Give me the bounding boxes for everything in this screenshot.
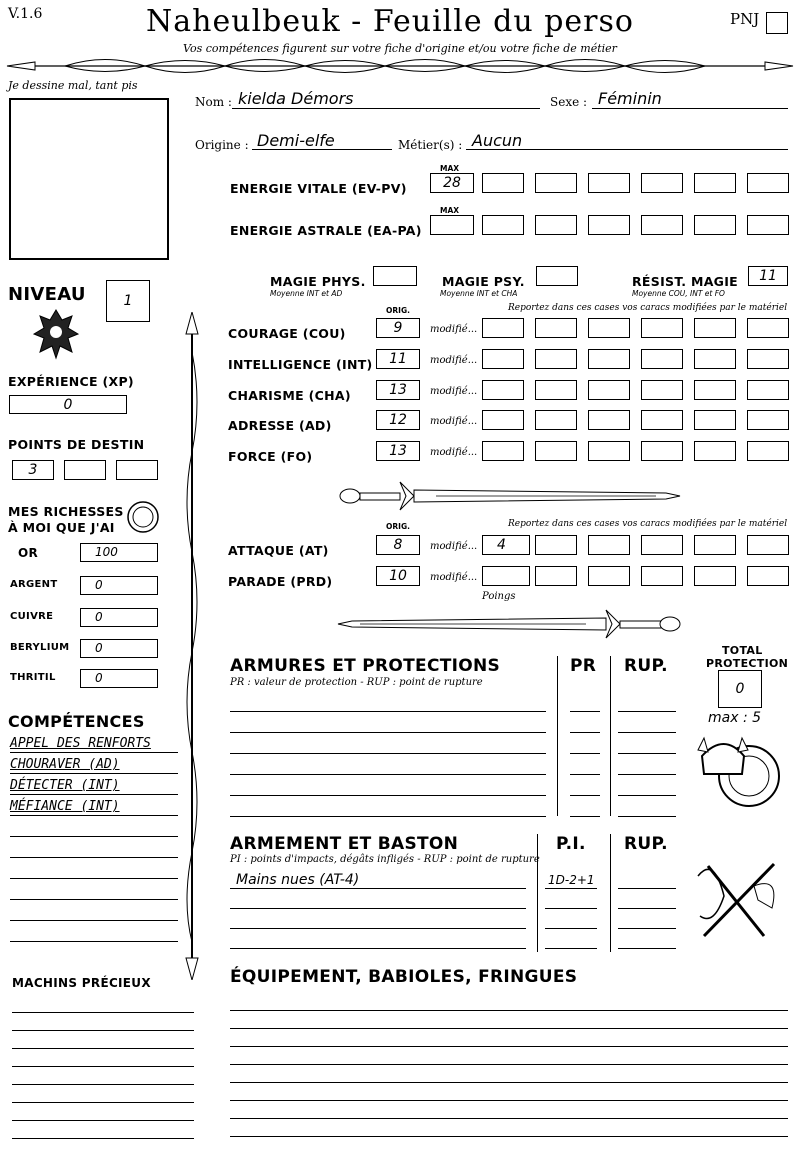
stat-mod-box[interactable] — [482, 380, 524, 400]
skill-item[interactable]: CHOURAVER (AD) — [10, 757, 120, 772]
richesse-label: CUIVRE — [10, 611, 54, 622]
stat-mod-box[interactable] — [588, 410, 630, 430]
stat-label: FORCE (FO) — [228, 449, 313, 464]
magie-psy-box[interactable] — [536, 266, 578, 286]
machin-line — [12, 1102, 194, 1103]
combat-modified-label: modifié... — [430, 541, 478, 552]
skill-line — [10, 752, 178, 753]
skill-line — [10, 878, 178, 879]
armor-rup-line — [618, 732, 676, 733]
armor-rup-line — [618, 795, 676, 796]
ea-box-6[interactable] — [747, 215, 789, 235]
weapon-pi-line — [545, 948, 597, 949]
sword-icon-2 — [336, 608, 682, 640]
stat-mod-box[interactable] — [588, 349, 630, 369]
stat-label: COURAGE (COU) — [228, 326, 346, 341]
sexe-label: Sexe : — [550, 95, 588, 109]
stat-modified-label: modifié... — [430, 324, 478, 335]
stat-mod-box[interactable] — [535, 349, 577, 369]
weapon-pi[interactable]: 1D-2+1 — [548, 873, 595, 887]
equipment-line — [230, 1118, 788, 1119]
coin-icon — [126, 500, 160, 534]
richesse-box[interactable]: 0 — [80, 639, 158, 658]
stat-orig-box[interactable]: 12 — [376, 410, 420, 430]
armor-pr-line — [570, 711, 600, 712]
stat-mod-box[interactable] — [535, 410, 577, 430]
weapon-pi-line — [545, 908, 597, 909]
version-label: V.1.6 — [8, 6, 43, 22]
stat-mod-box[interactable] — [641, 410, 683, 430]
stat-mod-box[interactable] — [482, 349, 524, 369]
richesse-box[interactable]: 100 — [80, 543, 158, 562]
armor-line — [230, 732, 546, 733]
ev-box-4[interactable] — [641, 173, 683, 193]
magie-phys-box[interactable] — [373, 266, 417, 286]
richesses-label-1: MES RICHESSES — [8, 504, 124, 519]
armor-pr-line — [570, 816, 600, 817]
armor-line — [230, 774, 546, 775]
armor-pr-line — [570, 732, 600, 733]
magie-psy-note: Moyenne INT et CHA — [440, 289, 518, 298]
stats-note: Reportez dans ces cases vos caracs modifiées par le matériel — [508, 303, 788, 313]
stat-mod-box[interactable] — [694, 410, 736, 430]
richesse-label: THRITIL — [10, 672, 56, 683]
total-max-label: max : 5 — [708, 710, 762, 726]
nom-underline — [232, 108, 540, 109]
skill-line — [10, 920, 178, 921]
equipment-line — [230, 1028, 788, 1029]
equipment-line — [230, 1064, 788, 1065]
resist-magie-note: Moyenne COU, INT et FO — [632, 289, 725, 298]
stat-mod-box[interactable] — [535, 380, 577, 400]
equipment-line — [230, 1082, 788, 1083]
skill-item[interactable]: MÉFIANCE (INT) — [10, 799, 120, 814]
armures-label: ARMURES ET PROTECTIONS — [230, 656, 501, 676]
armures-pr-header: PR — [570, 656, 597, 676]
skill-line — [10, 773, 178, 774]
stat-mod-box[interactable] — [588, 380, 630, 400]
skill-line — [10, 857, 178, 858]
stat-mod-box[interactable] — [588, 441, 630, 461]
armor-rup-line — [618, 774, 676, 775]
ev-box-3[interactable] — [588, 173, 630, 193]
combat-label: ATTAQUE (AT) — [228, 543, 329, 558]
richesse-box[interactable]: 0 — [80, 608, 158, 627]
equipment-line — [230, 1136, 788, 1137]
richesse-box[interactable]: 0 — [80, 576, 158, 595]
combat-mod-box[interactable] — [641, 535, 683, 555]
stat-mod-box[interactable] — [694, 441, 736, 461]
armor-line — [230, 711, 546, 712]
sexe-underline — [592, 108, 788, 109]
portrait-caption: Je dessine mal, tant pis — [8, 79, 138, 92]
equipment-line — [230, 1100, 788, 1101]
page-title: Naheulbeuk - Feuille du perso — [146, 4, 634, 39]
magie-psy-label: MAGIE PSY. — [442, 274, 525, 289]
weapon-line — [230, 928, 526, 929]
combat-label: PARADE (PRD) — [228, 574, 333, 589]
helmet-shield-icon — [694, 726, 784, 816]
stat-orig-box[interactable]: 9 — [376, 318, 420, 338]
combat-mod-box[interactable] — [641, 566, 683, 586]
nom-label: Nom : — [195, 95, 232, 109]
stat-modified-label: modifié... — [430, 447, 478, 458]
ea-box-2[interactable] — [535, 215, 577, 235]
skill-line — [10, 836, 178, 837]
stat-mod-box[interactable] — [747, 380, 789, 400]
armement-note: PI : points d'impacts, dégâts infligés - RUP : point de rupture — [230, 854, 540, 865]
stat-modified-label: modifié... — [430, 355, 478, 366]
combat-mod-box[interactable] — [588, 566, 630, 586]
machin-line — [12, 1066, 194, 1067]
armement-divider-1 — [537, 834, 538, 952]
stat-mod-box[interactable] — [694, 380, 736, 400]
magie-phys-label: MAGIE PHYS. — [270, 274, 366, 289]
stat-modified-label: modifié... — [430, 386, 478, 397]
weapon-line — [230, 888, 526, 889]
armement-rup-header: RUP. — [624, 834, 668, 854]
stat-mod-box[interactable] — [641, 349, 683, 369]
weapon-name[interactable]: Mains nues (AT-4) — [236, 872, 360, 888]
armor-line — [230, 816, 546, 817]
stat-mod-box[interactable] — [482, 410, 524, 430]
ea-max-label: MAX — [440, 206, 460, 215]
ev-box-6[interactable] — [747, 173, 789, 193]
stat-modified-label: modifié... — [430, 416, 478, 427]
skill-line — [10, 794, 178, 795]
ev-box-2[interactable] — [535, 173, 577, 193]
pnj-label: PNJ — [730, 10, 760, 28]
richesse-label: OR — [18, 546, 39, 560]
machin-line — [12, 1012, 194, 1013]
destin-box-1[interactable]: 3 — [12, 460, 54, 480]
niveau-box[interactable]: 1 — [106, 280, 150, 322]
destin-label: POINTS DE DESTIN — [8, 437, 145, 452]
ev-box-1[interactable] — [482, 173, 524, 193]
armures-rup-header: RUP. — [624, 656, 668, 676]
armement-label: ARMEMENT ET BASTON — [230, 834, 459, 854]
nom-value[interactable]: kielda Démors — [238, 89, 354, 108]
richesses-label-2: À MOI QUE J'AI — [8, 520, 115, 535]
weapon-line — [230, 948, 526, 949]
stat-mod-box[interactable] — [747, 410, 789, 430]
ea-box-1[interactable] — [482, 215, 524, 235]
armor-line — [230, 753, 546, 754]
stat-mod-box[interactable] — [641, 380, 683, 400]
stat-orig-box[interactable]: 13 — [376, 441, 420, 461]
weapon-rup-line — [618, 888, 676, 889]
stat-mod-box[interactable] — [535, 441, 577, 461]
ev-max-label: MAX — [440, 164, 460, 173]
combat-mod-box[interactable] — [482, 566, 530, 586]
combat-mod-box[interactable]: 4 — [482, 535, 530, 555]
combat-mod-box[interactable] — [747, 535, 789, 555]
sword-icon — [336, 480, 682, 512]
combat-mod-box[interactable] — [535, 535, 577, 555]
weapon-rup-line — [618, 948, 676, 949]
combat-modified-label: modifié... — [430, 572, 478, 583]
combat-mod-box[interactable] — [747, 566, 789, 586]
skill-line — [10, 899, 178, 900]
equipment-line — [230, 1046, 788, 1047]
stat-mod-box[interactable] — [694, 318, 736, 338]
dragon-icon — [32, 306, 80, 362]
total-protection-box[interactable]: 0 — [718, 670, 762, 708]
destin-box-3[interactable] — [116, 460, 158, 480]
niveau-label: NIVEAU — [8, 284, 86, 305]
stat-label: CHARISME (CHA) — [228, 388, 351, 403]
stat-mod-box[interactable] — [641, 318, 683, 338]
ea-box-3[interactable] — [588, 215, 630, 235]
ev-label: ENERGIE VITALE (EV-PV) — [230, 181, 407, 196]
ea-max-box[interactable] — [430, 215, 474, 235]
subtitle: Vos compétences figurent sur votre fiche d'origine et/ou votre fiche de métier — [183, 42, 617, 55]
decorative-spear-banner — [5, 55, 795, 77]
armement-divider-2 — [610, 834, 611, 952]
armor-rup-line — [618, 753, 676, 754]
total-label-2: PROTECTION — [706, 657, 789, 670]
stat-orig-box[interactable]: 11 — [376, 349, 420, 369]
combat-mod-box[interactable] — [694, 566, 736, 586]
combat-orig-box[interactable]: 10 — [376, 566, 420, 586]
richesse-label: ARGENT — [10, 579, 58, 590]
equipment-line — [230, 1010, 788, 1011]
pnj-checkbox[interactable] — [766, 12, 788, 34]
stat-mod-box[interactable] — [694, 349, 736, 369]
destin-box-2[interactable] — [64, 460, 106, 480]
skill-item[interactable]: APPEL DES RENFORTS — [10, 736, 151, 751]
metier-value[interactable]: Aucun — [472, 131, 523, 150]
skill-item[interactable]: DÉTECTER (INT) — [10, 778, 120, 793]
combat-note: Reportez dans ces cases vos caracs modifiées par le matériel — [508, 519, 788, 529]
ea-label: ENERGIE ASTRALE (EA-PA) — [230, 223, 422, 238]
ev-max-box[interactable]: 28 — [430, 173, 474, 193]
xp-box[interactable]: 0 — [9, 395, 127, 414]
richesse-label: BERYLIUM — [10, 642, 70, 653]
stats-orig-label: ORIG. — [386, 306, 410, 315]
stat-mod-box[interactable] — [588, 318, 630, 338]
ea-box-5[interactable] — [694, 215, 736, 235]
stat-mod-box[interactable] — [641, 441, 683, 461]
machin-line — [12, 1120, 194, 1121]
resist-magie-label: RÉSIST. MAGIE — [632, 274, 739, 289]
equipement-label: ÉQUIPEMENT, BABIOLES, FRINGUES — [230, 967, 578, 987]
magie-phys-note: Moyenne INT et AD — [270, 289, 343, 298]
armor-pr-line — [570, 753, 600, 754]
machins-label: MACHINS PRÉCIEUX — [12, 976, 151, 990]
armement-pi-header: P.I. — [556, 834, 586, 854]
stat-mod-box[interactable] — [747, 349, 789, 369]
skill-line — [10, 941, 178, 942]
richesse-box[interactable]: 0 — [80, 669, 158, 688]
crossed-weapons-icon — [694, 856, 784, 944]
origine-underline — [252, 149, 392, 150]
machin-line — [12, 1084, 194, 1085]
armures-divider-1 — [557, 656, 558, 816]
skill-line — [10, 815, 178, 816]
armor-pr-line — [570, 795, 600, 796]
armor-rup-line — [618, 816, 676, 817]
armor-rup-line — [618, 711, 676, 712]
resist-magie-box[interactable]: 11 — [748, 266, 788, 286]
stat-label: INTELLIGENCE (INT) — [228, 357, 373, 372]
weapon-rup-line — [618, 928, 676, 929]
combat-mod-box[interactable] — [535, 566, 577, 586]
combat-orig-box[interactable]: 8 — [376, 535, 420, 555]
xp-label: EXPÉRIENCE (XP) — [8, 374, 134, 389]
stat-mod-box[interactable] — [482, 318, 524, 338]
competences-label: COMPÉTENCES — [8, 712, 145, 731]
stat-orig-box[interactable]: 13 — [376, 380, 420, 400]
armor-line — [230, 795, 546, 796]
stat-mod-box[interactable] — [747, 318, 789, 338]
combat-mod-box[interactable] — [588, 535, 630, 555]
total-label-1: TOTAL — [722, 644, 763, 657]
stat-mod-box[interactable] — [482, 441, 524, 461]
metier-label: Métier(s) : — [398, 138, 463, 152]
weapon-pi-line — [545, 928, 597, 929]
machin-line — [12, 1048, 194, 1049]
metier-underline — [466, 149, 788, 150]
origine-value[interactable]: Demi-elfe — [257, 131, 335, 150]
stat-label: ADRESSE (AD) — [228, 418, 332, 433]
combat-mod-box[interactable] — [694, 535, 736, 555]
stat-mod-box[interactable] — [747, 441, 789, 461]
origine-label: Origine : — [195, 138, 249, 152]
weapon-pi-line — [545, 888, 597, 889]
sexe-value[interactable]: Féminin — [598, 89, 662, 108]
ea-box-4[interactable] — [641, 215, 683, 235]
weapon-rup-line — [618, 908, 676, 909]
portrait-box[interactable] — [9, 98, 169, 260]
machin-line — [12, 1030, 194, 1031]
armures-note: PR : valeur de protection - RUP : point de rupture — [230, 677, 483, 688]
stat-mod-box[interactable] — [535, 318, 577, 338]
ev-box-5[interactable] — [694, 173, 736, 193]
poings-label: Poings — [482, 591, 516, 602]
combat-orig-label: ORIG. — [386, 522, 410, 531]
weapon-line — [230, 908, 526, 909]
machin-line — [12, 1138, 194, 1139]
armor-pr-line — [570, 774, 600, 775]
armures-divider-2 — [610, 656, 611, 816]
decorative-vertical-spear — [180, 312, 204, 980]
